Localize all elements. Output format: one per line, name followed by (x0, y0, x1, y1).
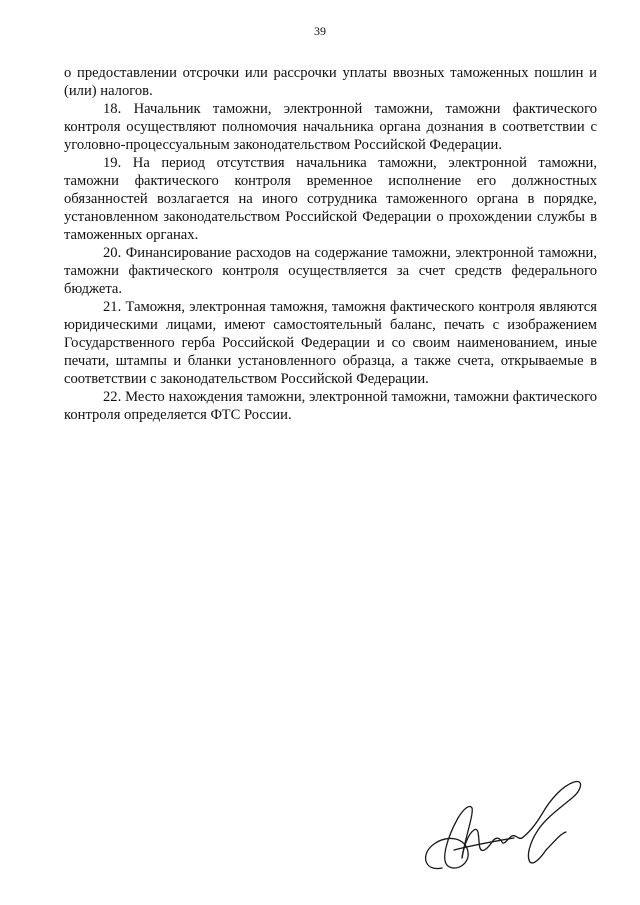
paragraph-22: 22. Место нахождения таможни, электронной таможни, таможни фактического контроля определяется ФТС России. (64, 389, 597, 423)
paragraph-19: 19. На период отсутствия начальника таможни, электронной таможни, таможни фактического контроля временное исполнение его должностных обязанностей возлагается на иного сотрудника таможенного органа в порядке, установленном законодательством Российской Федерации о прохождении службы в таможенных органах. (64, 155, 597, 243)
paragraph-20: 20. Финансирование расходов на содержание таможни, электронной таможни, таможни фактического контроля осуществляется за счет средств федерального бюджета. (64, 245, 597, 297)
paragraph-21: 21. Таможня, электронная таможня, таможня фактического контроля являются юридическими лицами, имеют самостоятельный баланс, печать с изображением Государственного герба Российской Федерации и со своим наименованием, иные печати, штампы и бланки установленного образца, а также счета, открываемые в соответствии с законодательством Российской Федерации. (64, 299, 597, 387)
handwritten-signature (418, 772, 586, 882)
paragraph-18: 18. Начальник таможни, электронной таможни, таможни фактического контроля осуществляют полномочия начальника органа дознания в соответствии с уголовно-процессуальным законодательством Российской Федерации. (64, 101, 597, 153)
document-body (64, 64, 597, 424)
paragraph-continuation: о предоставлении отсрочки или рассрочки уплаты ввозных таможенных пошлин и (или) налогов. (64, 65, 597, 99)
page-number: 39 (314, 24, 326, 38)
